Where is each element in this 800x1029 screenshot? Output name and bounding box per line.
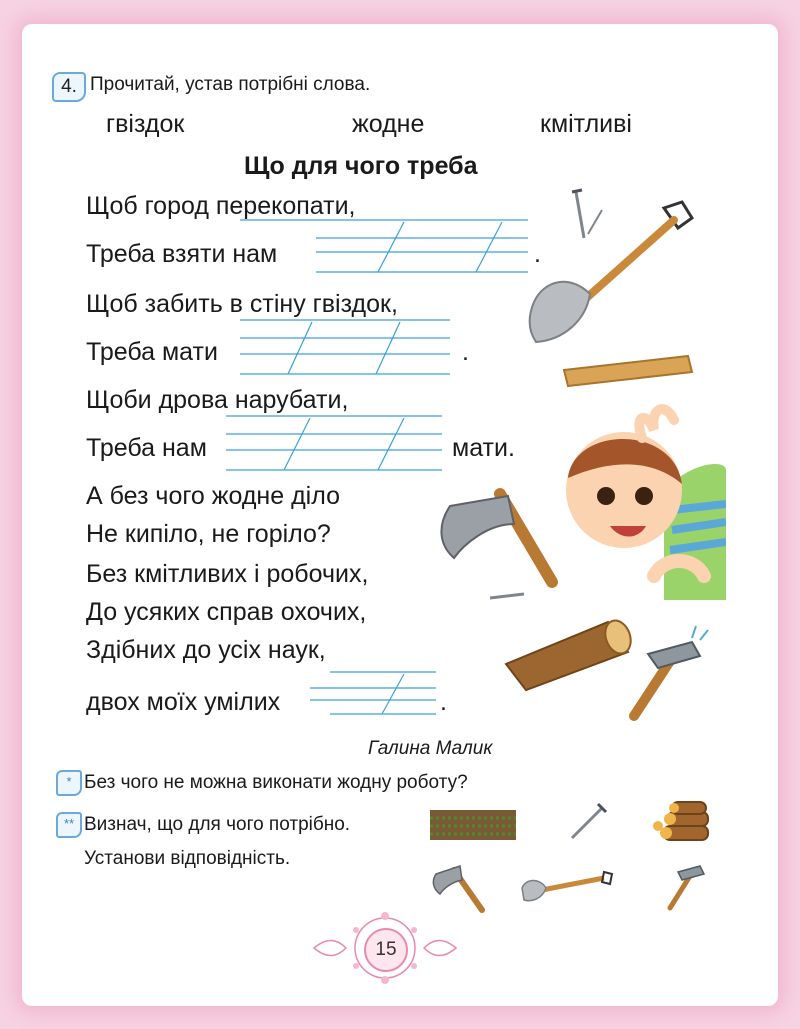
word-option-3: кмітливі bbox=[540, 110, 632, 138]
wooden-plank-icon bbox=[560, 352, 696, 390]
writing-blank-2[interactable] bbox=[240, 312, 460, 382]
nail-icon bbox=[566, 800, 610, 844]
log-icon bbox=[498, 612, 638, 692]
poem-line-6-end: мати. bbox=[452, 434, 515, 462]
poem-punct-1: . bbox=[534, 240, 541, 268]
question-2-text: Визнач, що для чого потрібно. bbox=[84, 814, 351, 835]
question-1-marker: * bbox=[56, 770, 82, 796]
poem-line-9: Без кмітливих і робочих, bbox=[86, 560, 369, 588]
poem-title: Що для чого треба bbox=[244, 152, 478, 180]
page-number: 15 bbox=[364, 928, 408, 972]
question-2-marker: ** bbox=[56, 812, 82, 838]
hammer-icon bbox=[618, 624, 714, 724]
writing-blank-4[interactable] bbox=[310, 668, 440, 718]
poem-line-7: А без чого жодне діло bbox=[86, 482, 341, 510]
task-number-badge: 4. bbox=[52, 72, 86, 102]
poem-punct-3: . bbox=[440, 688, 447, 716]
question-1-text: Без чого не можна виконати жодну роботу? bbox=[84, 772, 468, 793]
task-instruction: Прочитай, устав потрібні слова. bbox=[90, 74, 371, 95]
question-2-text-line-2: Установи відповідність. bbox=[84, 848, 291, 869]
hammer-icon bbox=[660, 862, 708, 912]
poem-line-4: Треба мати bbox=[86, 338, 218, 366]
shovel-icon bbox=[524, 190, 700, 350]
poem-line-11: Здібних до усіх наук, bbox=[86, 636, 326, 664]
axe-icon bbox=[430, 860, 490, 916]
poem-line-8: Не кипіло, не горіло? bbox=[86, 520, 331, 548]
nail-icon bbox=[486, 588, 526, 604]
boy-waving-icon bbox=[554, 400, 726, 600]
poem-line-3: Щоб забить в стіну гвіздок, bbox=[86, 290, 398, 318]
word-option-2: жодне bbox=[352, 110, 425, 138]
garden-bed-icon bbox=[430, 810, 516, 840]
writing-blank-3[interactable] bbox=[226, 408, 446, 478]
poem-line-2: Треба взяти нам bbox=[86, 240, 278, 268]
poem-line-6: Треба нам bbox=[86, 434, 207, 462]
word-option-1: гвіздок bbox=[106, 110, 185, 138]
poem-punct-2: . bbox=[462, 338, 469, 366]
poem-line-10: До усяких справ охочих, bbox=[86, 598, 367, 626]
writing-blank-1[interactable] bbox=[240, 212, 540, 284]
firewood-pile-icon bbox=[650, 800, 710, 844]
axe-icon bbox=[424, 484, 564, 594]
poem-line-1: Щоб город перекопати, bbox=[86, 192, 356, 220]
shovel-icon bbox=[520, 868, 616, 908]
poem-line-5: Щоби дрова нарубати, bbox=[86, 386, 349, 414]
nail-icon bbox=[566, 188, 606, 244]
poem-line-12: двох моїх умілих bbox=[86, 688, 281, 716]
poem-author: Галина Малик bbox=[368, 738, 493, 759]
